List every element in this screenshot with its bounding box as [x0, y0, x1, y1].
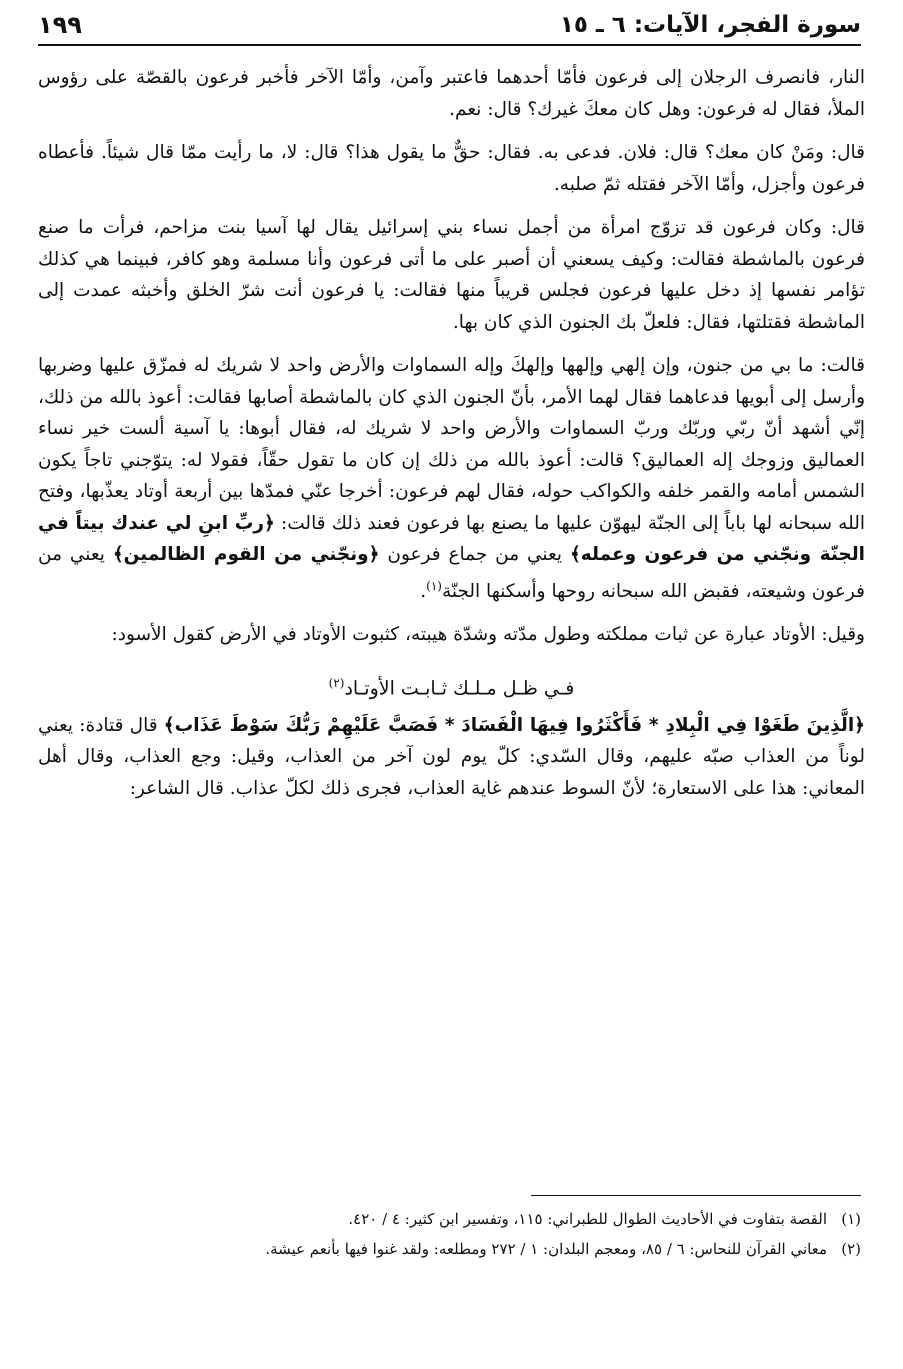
- footnote-ref-2[interactable]: (٢): [328, 675, 345, 690]
- footnotes: [38, 1204, 861, 1264]
- quran-verse-3: ﴿الَّذِينَ طَغَوْا فِي الْبِلادِ * فَأَكْثَرُوا فِيهَا الْفَسَادَ * فَصَبَّ عَلَيْهِمْ رَبُّكَ سَوْطَ عَذَاب﴾: [163, 714, 865, 736]
- paragraph-6: [38, 710, 865, 805]
- paragraph-4-text-before: قالت: ما بي من جنون، وإن إلهي وإلهها وإلهكَ وإله السماوات والأرض واحد لا شريك له فمزّق عليها وضربها وأرسل إلى أبويها فدعاهما فقال لهما الأمر، بأنّ الجنون الذي كان بالماشطة أصابها فقالت: أعوذ بالله من ذلك، إنّي أشهد أنّ ربّي وربّك وربّ السماوات والأرض واحد لا شريك له، فقال أبوها: يا آسية ألست خير نساء العماليق وزوجك إله العماليق؟ قالت: أعوذ بالله من ذلك إن كان ما تقول حقّاً، فقولا له: يتوّجني تاجاً يكون الشمس أمامه والقمر خلفه والكواكب حوله، فقال لهم فرعون: أخرجا عنّي فمدّها بين أربعة أوتاد يعذّبها، وفتح الله سبحانه لها باباً إلى الجنّة ليهوّن عليها ما يصنع بها فرعون فعند ذلك قالت:: [38, 355, 865, 534]
- footnote-2: [38, 1234, 861, 1264]
- main-text: [38, 62, 865, 816]
- page-header: [38, 6, 861, 46]
- paragraph-6-text: قال قتادة: يعني لوناً من العذاب صبّه عليهم، وقال السّدي: كلّ يوم لون آخر من العذاب، وقيل: وجع العذاب، وقال أهل المعاني: هذا على الاستعارة؛ لأنّ السوط عندهم غاية العذاب، فجرى ذلك لكلّ عذاب. قال الشاعر:: [38, 714, 865, 799]
- poem-text: فـي ظـل مـلـك ثـابـت الأوتـاد: [344, 676, 575, 699]
- quran-verse-1: ﴿ربِّ ابنِ لي عندك بيتاً في الجنّة ونجّني من فرعون وعمله﴾: [38, 512, 866, 565]
- page-number: ١٩٩: [38, 11, 82, 39]
- footnote-1: [38, 1204, 861, 1234]
- footnote-text: معاني القرآن للنحاس: ٦ / ٨٥، ومعجم البلدان: ١ / ٢٧٢ ومطلعه: ولقد غنوا فيها بأنعم عيشة.: [265, 1240, 827, 1258]
- footnote-text: القصة بتفاوت في الأحاديث الطوال للطبراني: ١١٥، وتفسير ابن كثير: ٤ / ٤٢٠.: [348, 1210, 827, 1228]
- paragraph-4-text-middle: يعني من جماع فرعون: [379, 544, 570, 565]
- footnote-divider: [531, 1195, 861, 1196]
- paragraph-4-end: .: [420, 580, 427, 602]
- quran-verse-2: ﴿ونجّني من القوم الظالمين﴾: [112, 544, 380, 565]
- footnote-ref-1[interactable]: (١): [426, 578, 442, 593]
- paragraph-2: قال: ومَنْ كان معك؟ قال: فلان. فدعى به. فقال: حقٌّ ما يقول هذا؟ قال: لا، ما رأيت ممّا قال شيئاً. فأعطاه فرعون وأجزل، وأمّا الآخر فقتله ثمّ صلبه.: [38, 142, 865, 195]
- footnote-number: (١): [841, 1210, 861, 1228]
- paragraph-3: قال: وكان فرعون قد تزوّج امرأة من أجمل نساء بني إسرائيل يقال لها آسيا بنت مزاحم، فرأت ما صنع فرعون بالماشطة فقالت: وكيف يسعني أن أصبر على ما أتى فرعون وأنا مسلمة وهو كافر، فبينما هي كذلك تؤامر نفسها إذ دخل عليها فرعون فجلس قريباً منها فقالت: يا فرعون أنت شرّ الخلق وأخبثه عمدت إلى الماشطة فقتلتها، فقال: فلعلّ بك الجنون الذي كان بها.: [38, 217, 865, 333]
- poem-line: [38, 663, 865, 708]
- paragraph-5: وقيل: الأوتاد عبارة عن ثبات مملكته وطول مدّته وشدّة هيبته، كثبوت الأوتاد في الأرض كقول الأسود:: [111, 624, 865, 646]
- paragraph-4: [38, 350, 865, 607]
- paragraph-1: النار، فانصرف الرجلان إلى فرعون فأمّا أحدهما فاعتبر وآمن، وأمّا الآخر فأخبر فرعون بالقصّة على رؤوس الملأ، فقال له فرعون: وهل كان معكَ غيرك؟ قال: نعم.: [38, 67, 865, 120]
- surah-title: سورة الفجر، الآيات: ٦ ـ ١٥: [559, 12, 861, 38]
- paragraph-4-text-after: يعني من فرعون وشيعته، فقبض الله سبحانه روحها وأسكنها الجنّة: [38, 544, 865, 602]
- footnote-number: (٢): [841, 1240, 861, 1258]
